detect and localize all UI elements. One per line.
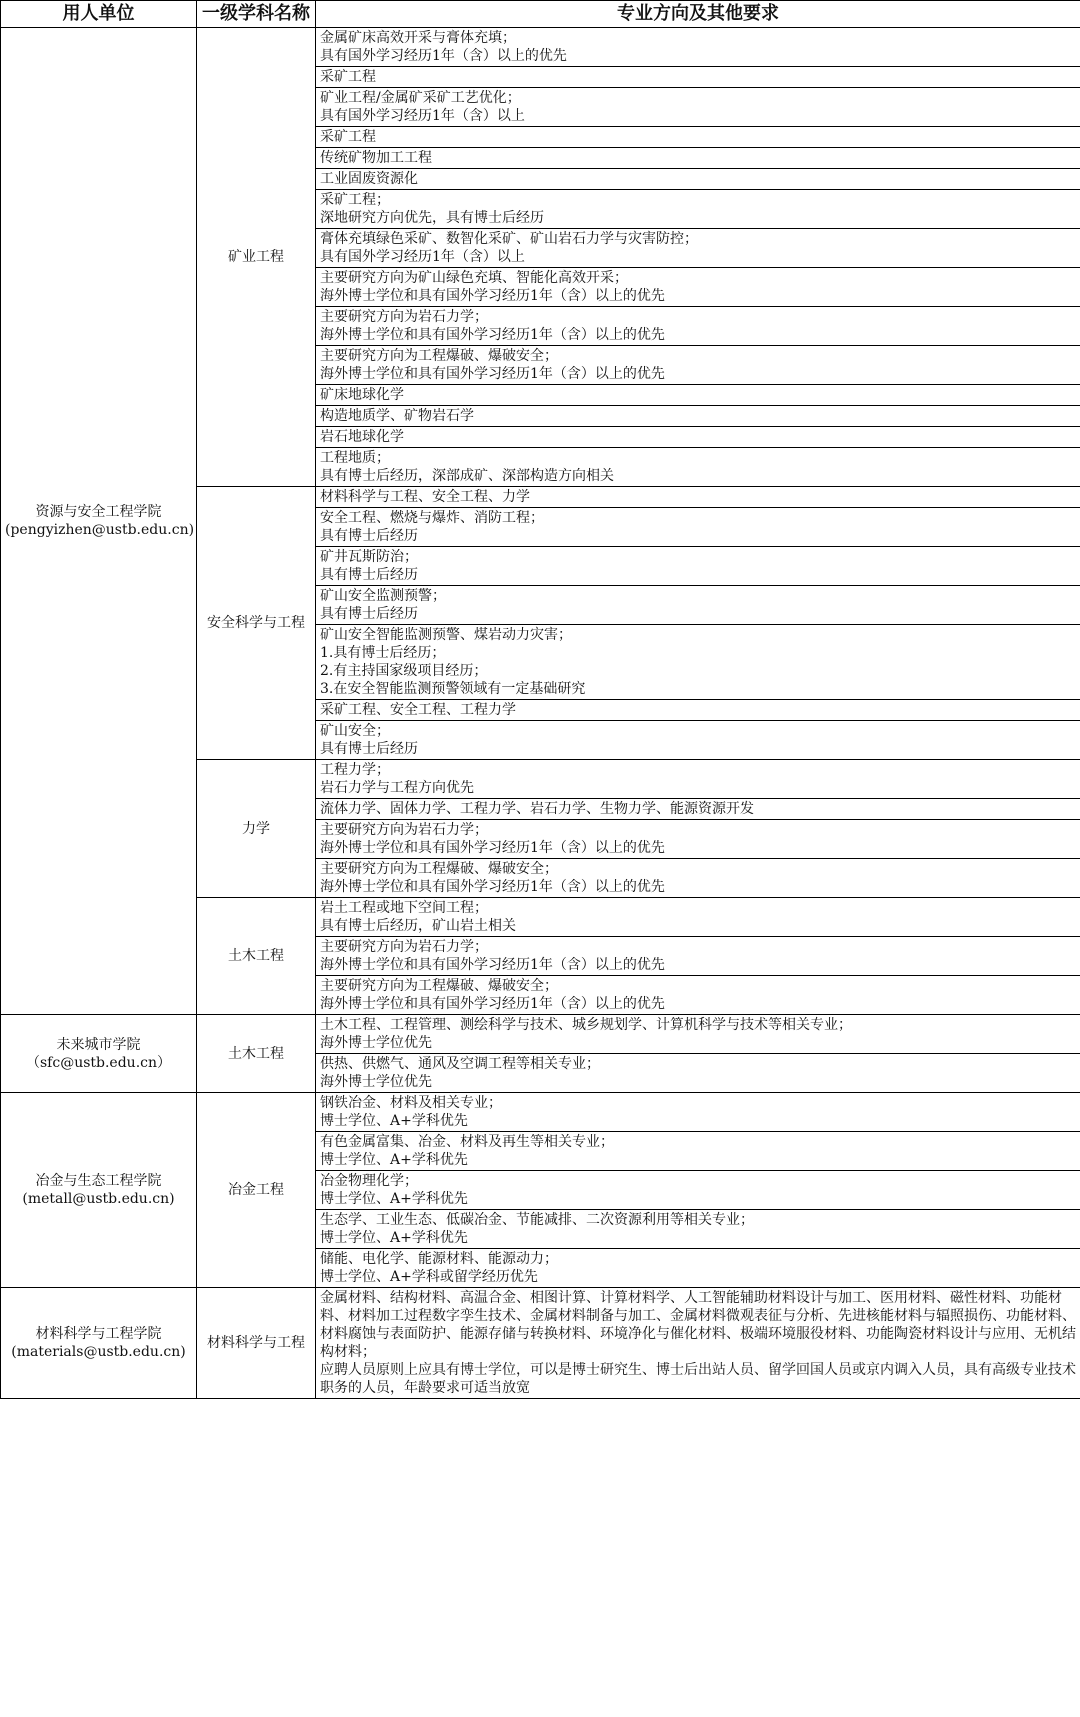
requirement-line: 具有博士后经历，深部成矿、深部构造方向相关 bbox=[320, 468, 614, 484]
requirement-line: 采矿工程 bbox=[320, 69, 376, 85]
requirement-line: 构造地质学、矿物岩石学 bbox=[320, 408, 474, 424]
requirement-line: 供热、供燃气、通风及空调工程等相关专业； bbox=[320, 1056, 600, 1072]
requirement-cell bbox=[316, 229, 1080, 268]
requirement-cell bbox=[316, 1171, 1080, 1210]
requirement-line: 流体力学、固体力学、工程力学、岩石力学、生物力学、能源资源开发 bbox=[320, 801, 754, 817]
requirement-line: 2.有主持国家级项目经历； bbox=[320, 663, 488, 679]
unit-email: （sfc@ustb.edu.cn） bbox=[25, 1054, 172, 1071]
requirement-cell bbox=[316, 937, 1080, 976]
requirement-line: 采矿工程、安全工程、工程力学 bbox=[320, 702, 516, 718]
requirement-line: 生态学、工业生态、低碳冶金、节能减排、二次资源利用等相关专业； bbox=[320, 1212, 754, 1228]
unit-cell bbox=[1, 1093, 197, 1288]
requirement-cell bbox=[316, 625, 1080, 700]
unit-name: 资源与安全工程学院 bbox=[35, 504, 162, 520]
requirement-cell bbox=[316, 898, 1080, 937]
requirement-cell bbox=[316, 700, 1080, 721]
requirement-line: 岩石力学与工程方向优先 bbox=[320, 780, 474, 796]
table-row bbox=[1, 28, 1080, 67]
requirement-cell bbox=[316, 28, 1080, 67]
requirement-line: 海外博士学位和具有国外学习经历1年（含）以上的优先 bbox=[320, 957, 665, 973]
requirement-line: 岩土工程或地下空间工程； bbox=[320, 900, 488, 916]
header-discipline: 一级学科名称 bbox=[197, 1, 316, 28]
requirement-line: 海外博士学位和具有国外学习经历1年（含）以上的优先 bbox=[320, 366, 665, 382]
requirement-line: 具有国外学习经历1年（含）以上 bbox=[320, 108, 525, 124]
discipline-cell: 土木工程 bbox=[197, 898, 316, 1015]
requirement-line: 金属矿床高效开采与膏体充填； bbox=[320, 30, 516, 46]
requirement-line: 海外博士学位和具有国外学习经历1年（含）以上的优先 bbox=[320, 288, 665, 304]
requirement-cell bbox=[316, 547, 1080, 586]
requirement-line: 博士学位、A+学科优先 bbox=[320, 1191, 468, 1207]
requirement-line: 主要研究方向为工程爆破、爆破安全； bbox=[320, 978, 558, 994]
table-row bbox=[1, 1015, 1080, 1054]
requirement-line: 海外博士学位和具有国外学习经历1年（含）以上的优先 bbox=[320, 327, 665, 343]
requirement-cell bbox=[316, 859, 1080, 898]
requirement-cell bbox=[316, 448, 1080, 487]
requirement-cell bbox=[316, 820, 1080, 859]
requirement-line: 具有博士后经历 bbox=[320, 567, 418, 583]
table-body bbox=[1, 28, 1080, 1399]
requirement-line: 博士学位、A+学科优先 bbox=[320, 1230, 468, 1246]
requirement-line: 矿床地球化学 bbox=[320, 387, 404, 403]
requirement-cell bbox=[316, 799, 1080, 820]
requirement-cell bbox=[316, 67, 1080, 88]
requirement-line: 具有国外学习经历1年（含）以上的优先 bbox=[320, 48, 567, 64]
requirement-line: 矿山安全； bbox=[320, 723, 390, 739]
requirement-line: 矿井瓦斯防治； bbox=[320, 549, 418, 565]
header-row bbox=[1, 1, 1080, 28]
requirement-cell bbox=[316, 976, 1080, 1015]
requirement-cell bbox=[316, 1015, 1080, 1054]
requirement-line: 工业固废资源化 bbox=[320, 171, 418, 187]
requirement-cell bbox=[316, 586, 1080, 625]
requirement-cell bbox=[316, 508, 1080, 547]
requirement-cell bbox=[316, 406, 1080, 427]
unit-email: (pengyizhen@ustb.edu.cn) bbox=[5, 522, 195, 538]
requirement-cell bbox=[316, 346, 1080, 385]
requirement-cell bbox=[316, 1249, 1080, 1288]
unit-cell bbox=[1, 28, 197, 1015]
table-row bbox=[1, 1288, 1080, 1399]
requirement-line: 海外博士学位优先 bbox=[320, 1074, 432, 1090]
unit-email: (materials@ustb.edu.cn) bbox=[11, 1344, 186, 1360]
table-row bbox=[1, 1093, 1080, 1132]
unit-name: 材料科学与工程学院 bbox=[35, 1326, 162, 1342]
requirement-line: 传统矿物加工工程 bbox=[320, 150, 432, 166]
unit-email: (metall@ustb.edu.cn) bbox=[22, 1191, 175, 1207]
requirement-line: 岩石地球化学 bbox=[320, 429, 404, 445]
requirement-cell bbox=[316, 721, 1080, 760]
header-requirements: 专业方向及其他要求 bbox=[316, 1, 1080, 28]
requirement-line: 博士学位、A+学科或留学经历优先 bbox=[320, 1269, 538, 1285]
requirement-line: 有色金属富集、冶金、材料及再生等相关专业； bbox=[320, 1134, 614, 1150]
requirement-line: 博士学位、A+学科优先 bbox=[320, 1113, 468, 1129]
discipline-cell: 矿业工程 bbox=[197, 28, 316, 487]
unit-name: 未来城市学院 bbox=[56, 1036, 141, 1053]
requirement-line: 安全工程、燃烧与爆炸、消防工程； bbox=[320, 510, 544, 526]
requirement-cell bbox=[316, 1288, 1080, 1399]
requirement-line: 具有国外学习经历1年（含）以上 bbox=[320, 249, 525, 265]
requirement-line: 具有博士后经历，矿山岩土相关 bbox=[320, 918, 516, 934]
unit-cell bbox=[1, 1015, 197, 1093]
requirement-line: 主要研究方向为工程爆破、爆破安全； bbox=[320, 348, 558, 364]
requirement-line: 主要研究方向为岩石力学； bbox=[320, 939, 488, 955]
requirement-line: 钢铁冶金、材料及相关专业； bbox=[320, 1095, 502, 1111]
requirement-line: 土木工程、工程管理、测绘科学与技术、城乡规划学、计算机科学与技术等相关专业； bbox=[320, 1017, 852, 1033]
requirement-line: 海外博士学位和具有国外学习经历1年（含）以上的优先 bbox=[320, 879, 665, 895]
requirement-line: 主要研究方向为岩石力学； bbox=[320, 309, 488, 325]
requirement-cell bbox=[316, 148, 1080, 169]
discipline-cell: 力学 bbox=[197, 760, 316, 898]
requirement-cell bbox=[316, 88, 1080, 127]
requirement-line: 金属材料、结构材料、高温合金、相图计算、计算材料学、人工智能辅助材料设计与加工、医用材料、磁性材料、功能材料、材料加工过程数字孪生技术、金属材料制备与加工、金属材料微观表征与分析、先进核能材料与辐照损伤、功能材料、材料腐蚀与表面防护、能源存储与转换材料、环境净化与催化材料、极端环境服役材料、功能陶瓷材料设计与应用、无机结构材料； bbox=[320, 1290, 1076, 1360]
requirement-line: 矿山安全智能监测预警、煤岩动力灾害； bbox=[320, 627, 572, 643]
requirement-line: 工程力学； bbox=[320, 762, 390, 778]
requirement-cell bbox=[316, 1210, 1080, 1249]
requirement-line: 具有博士后经历 bbox=[320, 606, 418, 622]
requirement-cell bbox=[316, 1054, 1080, 1093]
discipline-cell: 安全科学与工程 bbox=[197, 487, 316, 760]
requirement-cell bbox=[316, 127, 1080, 148]
header-unit: 用人单位 bbox=[1, 1, 197, 28]
requirement-line: 应聘人员原则上应具有博士学位，可以是博士研究生、博士后出站人员、留学回国人员或京内调入人员，具有高级专业技术职务的人员，年龄要求可适当放宽 bbox=[320, 1362, 1076, 1396]
unit-name: 冶金与生态工程学院 bbox=[35, 1173, 162, 1189]
requirement-cell bbox=[316, 190, 1080, 229]
requirement-line: 采矿工程； bbox=[320, 192, 390, 208]
requirement-cell bbox=[316, 760, 1080, 799]
requirement-line: 海外博士学位和具有国外学习经历1年（含）以上的优先 bbox=[320, 840, 665, 856]
requirement-cell bbox=[316, 307, 1080, 346]
requirement-line: 工程地质； bbox=[320, 450, 390, 466]
requirement-line: 储能、电化学、能源材料、能源动力； bbox=[320, 1251, 558, 1267]
unit-cell bbox=[1, 1288, 197, 1399]
requirement-line: 海外博士学位和具有国外学习经历1年（含）以上的优先 bbox=[320, 996, 665, 1012]
discipline-cell: 冶金工程 bbox=[197, 1093, 316, 1288]
requirement-line: 矿业工程/金属矿采矿工艺优化； bbox=[320, 90, 521, 106]
requirement-line: 1.具有博士后经历； bbox=[320, 645, 446, 661]
discipline-cell: 土木工程 bbox=[197, 1015, 316, 1093]
requirement-line: 矿山安全监测预警； bbox=[320, 588, 446, 604]
requirement-line: 冶金物理化学； bbox=[320, 1173, 418, 1189]
requirement-line: 主要研究方向为岩石力学； bbox=[320, 822, 488, 838]
requirement-line: 具有博士后经历 bbox=[320, 528, 418, 544]
requirement-line: 海外博士学位优先 bbox=[320, 1035, 432, 1051]
requirement-cell bbox=[316, 169, 1080, 190]
requirement-line: 膏体充填绿色采矿、数智化采矿、矿山岩石力学与灾害防控； bbox=[320, 231, 698, 247]
requirement-line: 深地研究方向优先，具有博士后经历 bbox=[320, 210, 544, 226]
requirement-line: 博士学位、A+学科优先 bbox=[320, 1152, 468, 1168]
requirement-line: 材料科学与工程、安全工程、力学 bbox=[320, 489, 530, 505]
requirement-cell bbox=[316, 1132, 1080, 1171]
requirement-cell bbox=[316, 427, 1080, 448]
requirement-line: 具有博士后经历 bbox=[320, 741, 418, 757]
requirement-cell bbox=[316, 385, 1080, 406]
requirement-cell bbox=[316, 487, 1080, 508]
requirement-line: 3.在安全智能监测预警领域有一定基础研究 bbox=[320, 681, 586, 697]
requirement-line: 主要研究方向为矿山绿色充填、智能化高效开采； bbox=[320, 270, 628, 286]
requirement-cell bbox=[316, 268, 1080, 307]
requirement-line: 采矿工程 bbox=[320, 129, 376, 145]
requirement-line: 主要研究方向为工程爆破、爆破安全； bbox=[320, 861, 558, 877]
requirement-cell bbox=[316, 1093, 1080, 1132]
discipline-cell: 材料科学与工程 bbox=[197, 1288, 316, 1399]
